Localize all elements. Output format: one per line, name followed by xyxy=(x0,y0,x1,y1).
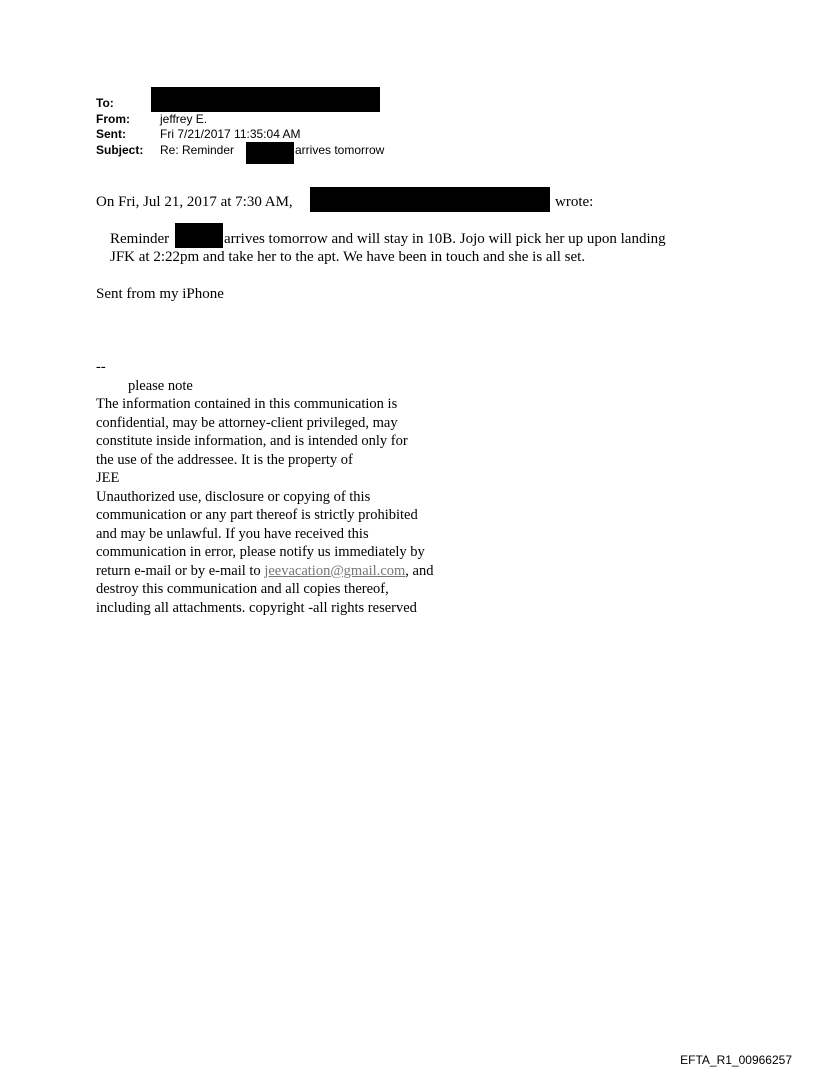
sent-label: Sent: xyxy=(96,127,126,141)
subject-row xyxy=(96,143,234,157)
disclaimer-email-line xyxy=(96,562,433,581)
quote-line1-prefix: Reminder xyxy=(110,231,170,247)
disclaimer-line: destroy this communication and all copies thereof, xyxy=(96,581,389,597)
disclaimer-note: please note xyxy=(128,378,193,394)
bates-number: EFTA_R1_00966257 xyxy=(680,1053,792,1067)
from-value: jeffrey E. xyxy=(160,112,208,126)
disclaimer-line: Unauthorized use, disclosure or copying of this xyxy=(96,488,371,505)
redaction-to xyxy=(151,87,380,112)
email-line-prefix: return e-mail or by e-mail to xyxy=(96,562,261,579)
disclaimer-line: communication or any part thereof is strictly prohibited xyxy=(96,507,418,523)
disclaimer-dashes: -- xyxy=(96,359,106,375)
from-label: From: xyxy=(96,112,130,126)
quote-wrote: wrote: xyxy=(555,194,594,210)
redaction-subject xyxy=(246,142,294,164)
to-label: To: xyxy=(96,96,114,110)
disclaimer-line: communication in error, please notify us immediately by xyxy=(96,544,425,560)
disclaimer-line: including all attachments. copyright -all rights reserved xyxy=(96,599,417,616)
subject-label: Subject: xyxy=(96,143,144,157)
redaction-sender xyxy=(310,187,550,212)
sent-row xyxy=(96,127,301,141)
from-row xyxy=(96,112,207,126)
disclaimer-line: constitute inside information, and is intended only for xyxy=(96,433,408,449)
disclaimer-line: and may be unlawful. If you have received this xyxy=(96,525,369,542)
subject-suffix: arrives tomorrow xyxy=(295,143,385,157)
email-line-suffix: , and xyxy=(405,562,434,579)
quote-line2: JFK at 2:22pm and take her to the apt. We have been in touch and she is all set. xyxy=(110,249,586,265)
disclaimer-line: the use of the addressee. It is the property of xyxy=(96,451,353,468)
quote-line1-suffix: arrives tomorrow and will stay in 10B. Jojo will pick her up upon landing xyxy=(224,231,666,247)
signature: Sent from my iPhone xyxy=(96,286,224,302)
sent-value: Fri 7/21/2017 11:35:04 AM xyxy=(160,127,301,141)
disclaimer-line: confidential, may be attorney-client privileged, may xyxy=(96,414,398,431)
email-link[interactable]: jeevacation@gmail.com xyxy=(264,562,406,579)
disclaimer-line: JEE xyxy=(96,470,120,486)
quote-intro: On Fri, Jul 21, 2017 at 7:30 AM, xyxy=(96,194,293,210)
redaction-name xyxy=(175,223,223,248)
subject-prefix: Re: Reminder xyxy=(160,143,235,157)
disclaimer-line: The information contained in this communication is xyxy=(96,396,398,412)
